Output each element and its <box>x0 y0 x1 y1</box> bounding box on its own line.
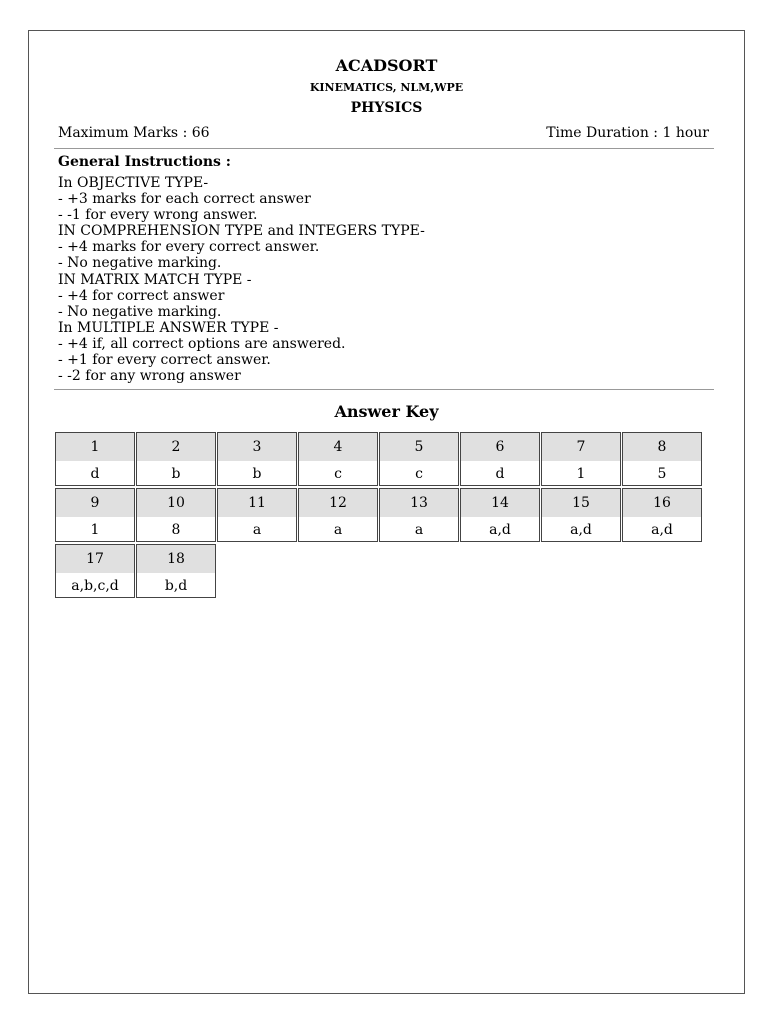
answer-key-row <box>55 544 703 600</box>
answer-key-cell <box>136 488 216 542</box>
instruction-line: - No negative marking. <box>58 303 222 320</box>
question-number: 11 <box>218 489 296 516</box>
answer-value: a,b,c,d <box>56 572 134 599</box>
question-number: 1 <box>56 433 134 460</box>
answer-key-cell <box>541 432 621 486</box>
question-number: 9 <box>56 489 134 516</box>
instruction-line: - +3 marks for each correct answer <box>58 191 311 208</box>
instruction-line: - No negative marking. <box>58 255 222 272</box>
answer-key-cell <box>379 488 459 542</box>
answer-key-page <box>28 30 745 994</box>
instruction-line: In OBJECTIVE TYPE- <box>58 175 209 191</box>
question-number: 5 <box>380 433 458 460</box>
answer-value: 1 <box>56 516 134 543</box>
instructions-list <box>58 175 425 384</box>
answer-value: a <box>299 516 377 543</box>
answer-value: d <box>56 460 134 487</box>
question-number: 6 <box>461 433 539 460</box>
divider <box>54 148 714 149</box>
instruction-line: - +1 for every correct answer. <box>58 352 271 369</box>
answer-value: a,d <box>461 516 539 543</box>
answer-value: a,d <box>542 516 620 543</box>
answer-key-row <box>55 432 703 488</box>
answer-key-cell <box>217 432 297 486</box>
time-duration: Time Duration : 1 hour <box>546 125 709 141</box>
answer-value: b <box>218 460 296 487</box>
instruction-line: - -2 for any wrong answer <box>58 368 241 385</box>
answer-value: 8 <box>137 516 215 543</box>
answer-key-title: Answer Key <box>334 402 439 421</box>
subject-title: PHYSICS <box>350 100 423 116</box>
question-number: 14 <box>461 489 539 516</box>
instruction-line: IN COMPREHENSION TYPE and INTEGERS TYPE- <box>58 223 425 240</box>
instruction-line: - +4 if, all correct options are answered. <box>58 335 346 352</box>
org-title: ACADSORT <box>335 56 438 75</box>
answer-value: d <box>461 460 539 487</box>
instruction-line: - +4 for correct answer <box>58 287 225 304</box>
answer-value: a,d <box>623 516 701 543</box>
answer-key-cell <box>55 488 135 542</box>
question-number: 7 <box>542 433 620 460</box>
answer-key-cell <box>379 432 459 486</box>
answer-value: a <box>380 516 458 543</box>
question-number: 13 <box>380 489 458 516</box>
answer-key-cell <box>622 488 702 542</box>
question-number: 8 <box>623 433 701 460</box>
question-number: 16 <box>623 489 701 516</box>
answer-key-cell <box>298 488 378 542</box>
answer-key-cell <box>136 432 216 486</box>
question-number: 15 <box>542 489 620 516</box>
answer-key-row <box>55 488 703 544</box>
answer-key-cell <box>622 432 702 486</box>
instruction-line: - -1 for every wrong answer. <box>58 207 258 224</box>
divider <box>54 389 714 390</box>
instruction-line: IN MATRIX MATCH TYPE - <box>58 271 252 288</box>
instruction-line: In MULTIPLE ANSWER TYPE - <box>58 319 279 336</box>
question-number: 3 <box>218 433 296 460</box>
answer-key-grid <box>55 432 703 600</box>
question-number: 12 <box>299 489 377 516</box>
topics-subtitle: KINEMATICS, NLM,WPE <box>309 81 464 94</box>
answer-key-cell <box>460 432 540 486</box>
answer-key-cell <box>136 544 216 598</box>
answer-value: 5 <box>623 460 701 487</box>
question-number: 2 <box>137 433 215 460</box>
answer-value: b <box>137 460 215 487</box>
answer-key-cell <box>55 544 135 598</box>
maximum-marks: Maximum Marks : 66 <box>58 125 210 141</box>
instruction-line: - +4 marks for every correct answer. <box>58 239 320 256</box>
question-number: 18 <box>137 545 215 572</box>
answer-key-cell <box>460 488 540 542</box>
answer-value: a <box>218 516 296 543</box>
answer-value: c <box>380 460 458 487</box>
answer-key-cell <box>55 432 135 486</box>
answer-value: 1 <box>542 460 620 487</box>
answer-key-cell <box>298 432 378 486</box>
answer-key-cell <box>541 488 621 542</box>
question-number: 4 <box>299 433 377 460</box>
instructions-heading: General Instructions : <box>58 154 231 170</box>
question-number: 17 <box>56 545 134 572</box>
question-number: 10 <box>137 489 215 516</box>
answer-value: c <box>299 460 377 487</box>
answer-key-cell <box>217 488 297 542</box>
answer-value: b,d <box>137 572 215 599</box>
